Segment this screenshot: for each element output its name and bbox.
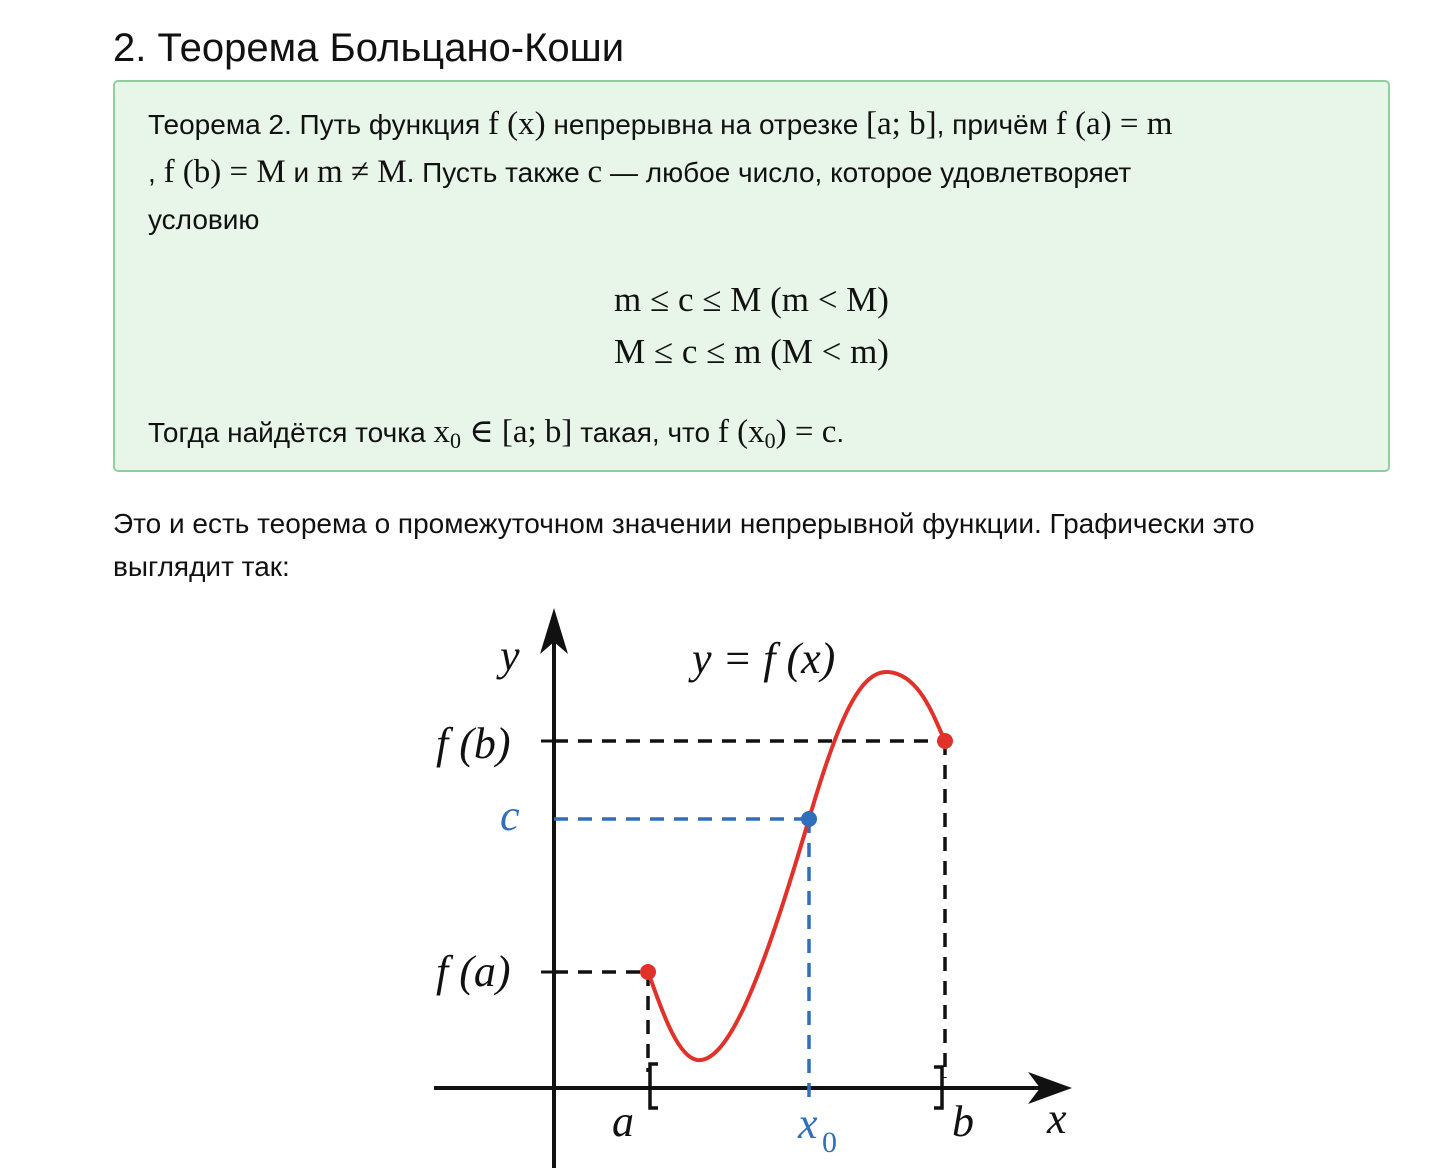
- x0-subscript: 0: [822, 1126, 837, 1159]
- theorem-text: и: [285, 157, 317, 188]
- theorem-line-2: [148, 152, 1131, 193]
- math-f-a: f (a) = m: [1055, 106, 1173, 142]
- theorem-text: Тогда найдётся точка: [148, 417, 434, 448]
- theorem-text: непрерывна на отрезке: [545, 109, 867, 140]
- theorem-text: Теорема 2. Путь функция: [148, 109, 488, 140]
- theorem-text: такая, что: [572, 417, 718, 448]
- theorem-text: .: [836, 417, 845, 448]
- fb-label: f (b): [436, 719, 511, 768]
- theorem-text: ,: [148, 157, 164, 188]
- display-inequality-1: m ≤ c ≤ M (m < M): [614, 280, 889, 319]
- math-interval: [a; b]: [866, 106, 937, 142]
- theorem-line-4: [148, 412, 844, 453]
- theorem-text: , причём: [936, 109, 1056, 140]
- math-f-x0-eq-c: f $(x_0) = c$: [717, 414, 837, 453]
- math-f-x: f (x): [487, 106, 546, 142]
- theorem-line-1: [148, 104, 1172, 145]
- math-x0-in-interval: $x_0$ ∈ [a; b]: [433, 414, 573, 453]
- x-axis-label: x: [1047, 1094, 1067, 1143]
- function-curve: [648, 672, 945, 1060]
- theorem-box: [113, 80, 1390, 472]
- math-c: c: [587, 154, 603, 190]
- point-b: [937, 733, 953, 749]
- page-title: 2. Теорема Больцано-Коши: [113, 26, 625, 70]
- theorem-text: — любое число, которое удовлетворяет: [602, 157, 1132, 188]
- a-label: a: [612, 1097, 634, 1146]
- theorem-text: . Пусть также: [406, 157, 588, 188]
- paragraph: Это и есть теорема о промежуточном значении непрерывной функции. Графически это выглядит так:: [113, 508, 1255, 582]
- point-x0-c: [801, 811, 817, 827]
- y-axis-label: y: [500, 631, 520, 680]
- math-m-neq-M: m ≠ M: [316, 154, 407, 190]
- theorem-line-3: условию: [148, 204, 260, 235]
- display-inequality-2: M ≤ c ≤ m (M < m): [614, 332, 889, 371]
- x0-label: x: [798, 1099, 818, 1148]
- fa-label: f (a): [436, 947, 511, 996]
- ivt-figure: [420, 600, 1090, 1168]
- c-label: c: [500, 791, 520, 840]
- point-a: [640, 964, 656, 980]
- b-label: b: [952, 1097, 974, 1146]
- math-f-b: f (b) = M: [163, 154, 286, 190]
- curve-label: y = f (x): [692, 634, 836, 683]
